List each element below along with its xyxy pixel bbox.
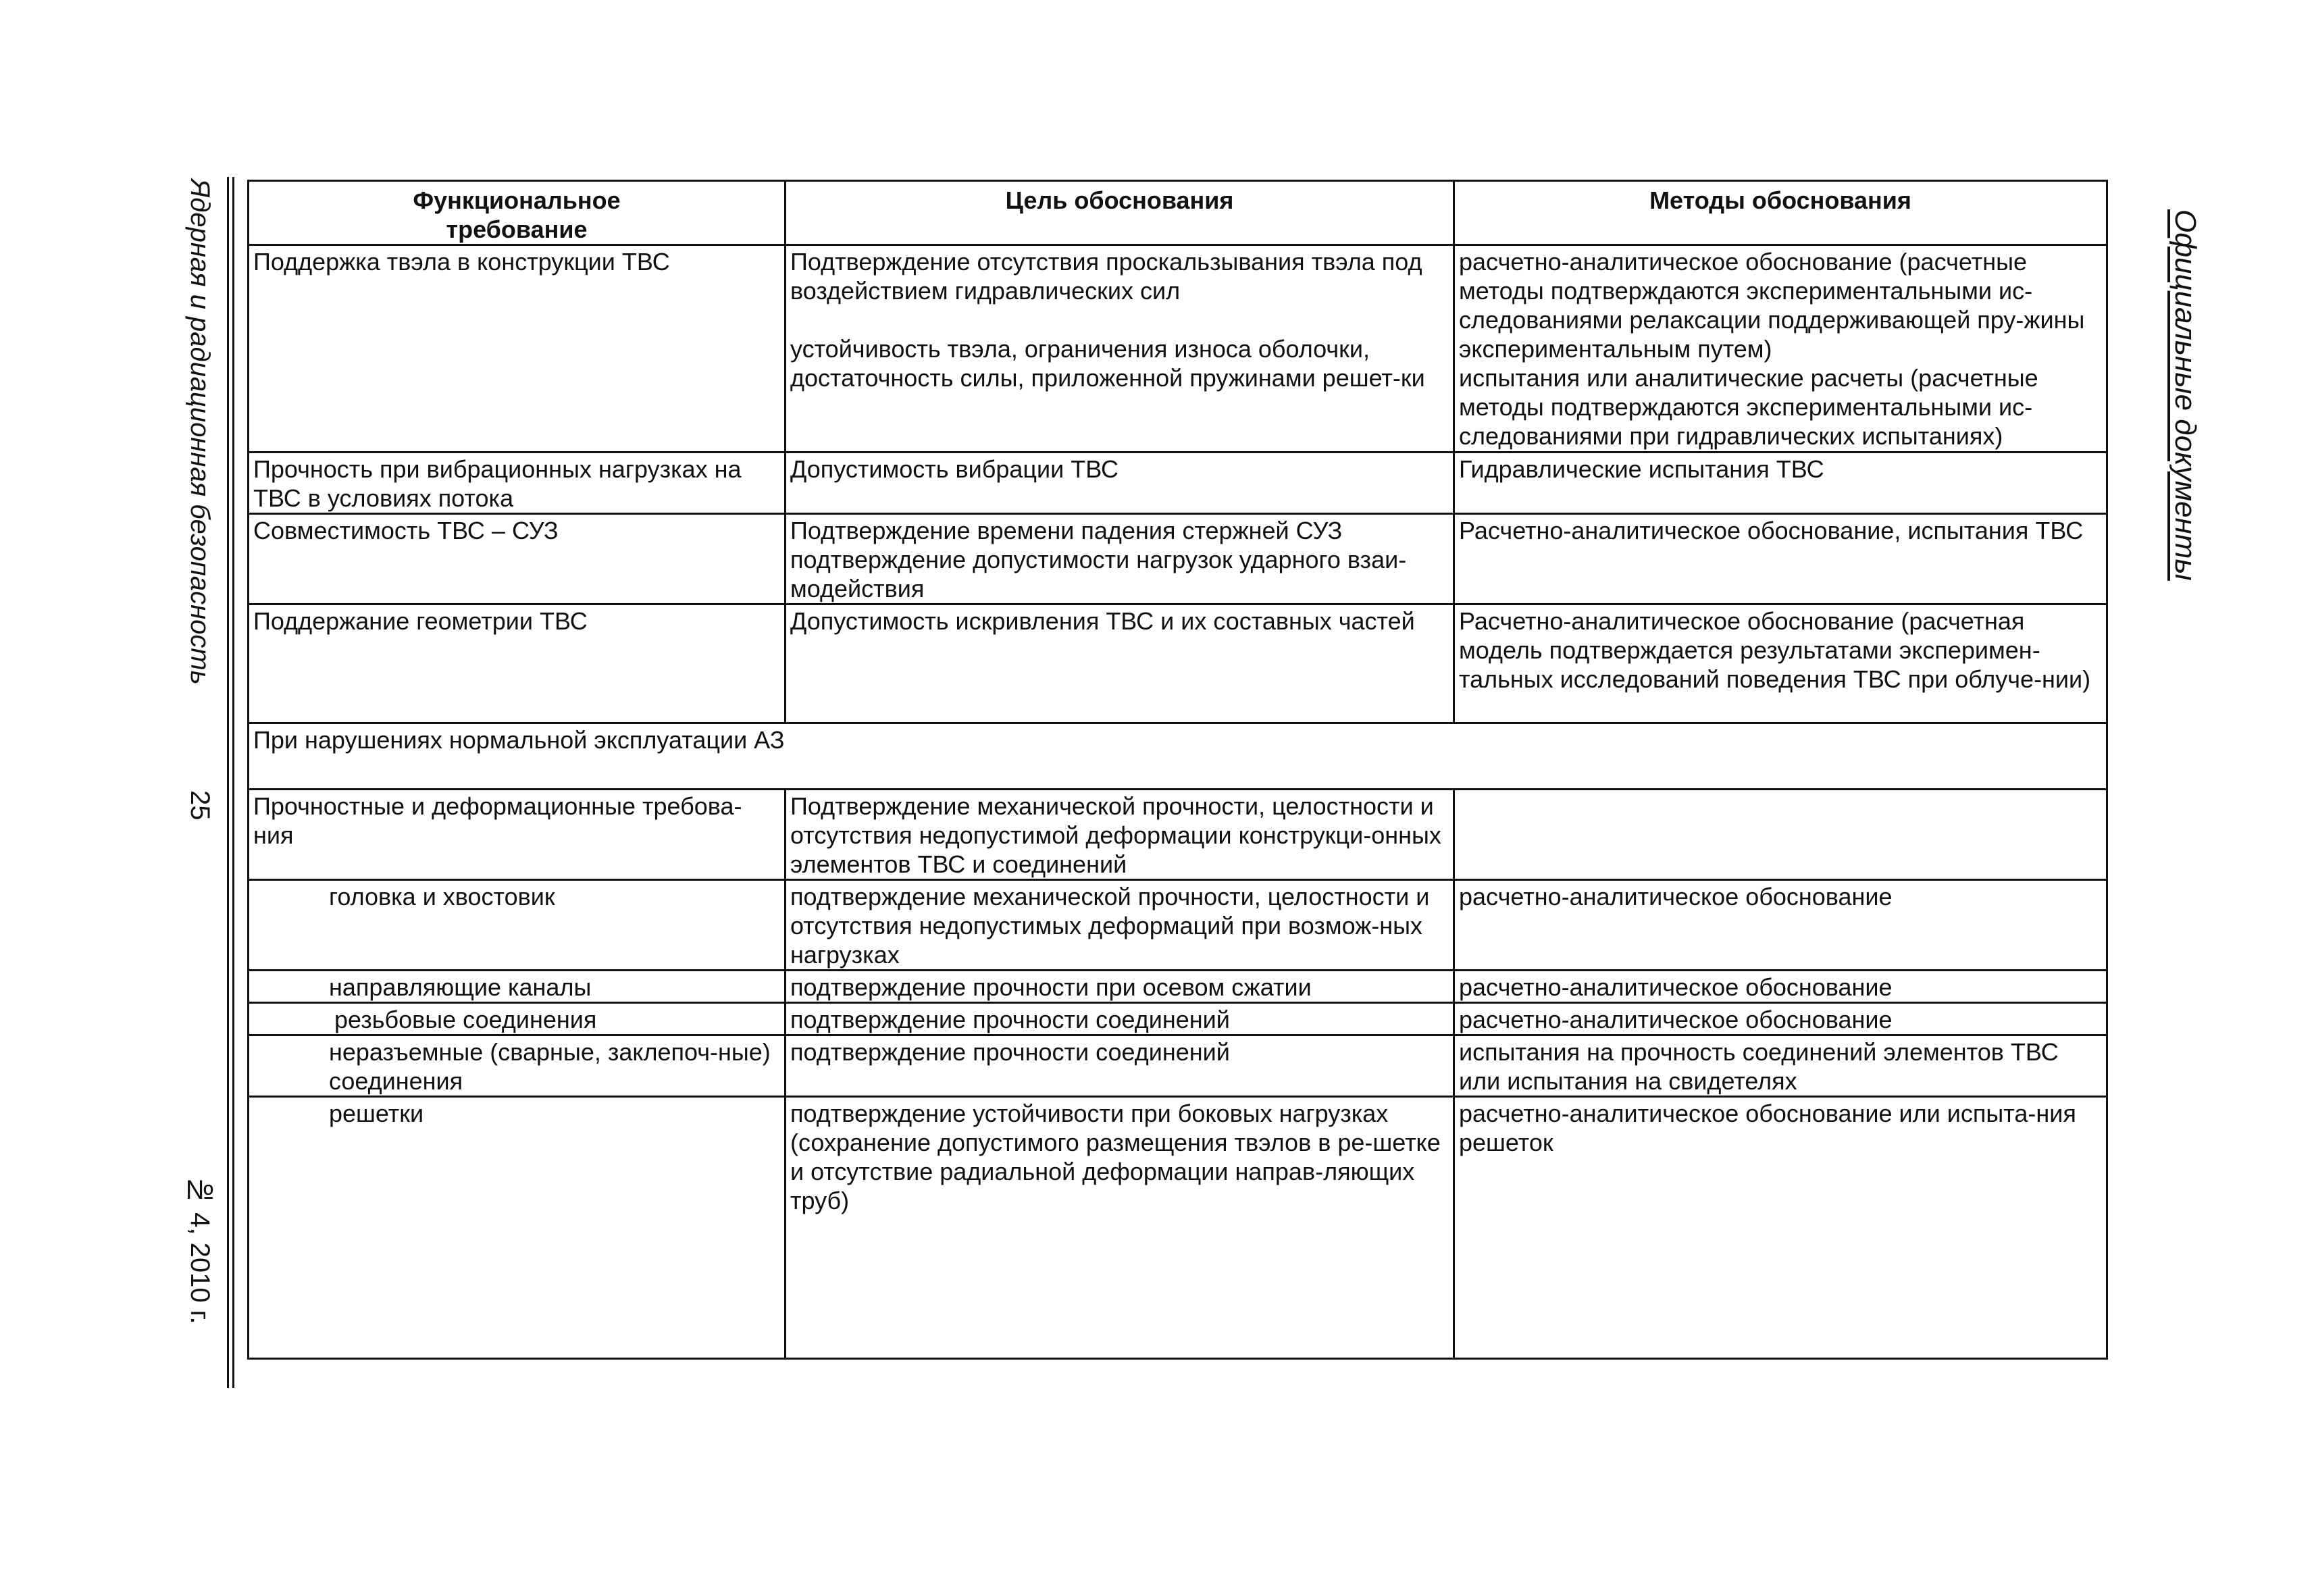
cell-method: расчетно-аналитическое обоснование [1454, 971, 2107, 1003]
cell-goal: подтверждение прочности при осевом сжатии [786, 971, 1454, 1003]
table-header-row [249, 181, 2107, 245]
cell-requirement: головка и хвостовик [249, 880, 786, 971]
cell-method: Расчетно-аналитическое обоснование (расчетная модель подтверждается результатами эксперимен-тальных исследований поведения ТВС при облуче-нии) [1454, 604, 2107, 723]
cell-requirement: резьбовые соединения [249, 1003, 786, 1035]
cell-goal: Допустимость вибрации ТВС [786, 453, 1454, 514]
header-requirement: Функциональное требование [249, 181, 786, 245]
table-row [249, 245, 2107, 453]
issue-label: № 4, 2010 г. [185, 1175, 215, 1324]
header-goal: Цель обоснования [786, 181, 1454, 245]
table-row [249, 604, 2107, 723]
cell-method: Гидравлические испытания ТВС [1454, 453, 2107, 514]
cell-requirement: решетки [249, 1097, 786, 1359]
cell-goal: подтверждение прочности соединений [786, 1003, 1454, 1035]
cell-method: расчетно-аналитическое обоснование [1454, 880, 2107, 971]
blank-line [790, 305, 1449, 334]
table-row [249, 880, 2107, 971]
section-sidebar-label: Официальные документы [2169, 209, 2202, 581]
requirements-table [247, 180, 2108, 1360]
vertical-rule [232, 177, 234, 1388]
cell-requirement: неразъемные (сварные, заклепоч-ные) соединения [249, 1035, 786, 1097]
journal-sidebar-text [168, 179, 232, 1374]
table-row [249, 971, 2107, 1003]
vertical-rule [227, 177, 229, 1388]
page-number: 25 [185, 790, 215, 821]
cell-method: расчетно-аналитическое обоснование или испыта-ния решеток [1454, 1097, 2107, 1359]
cell-goal: подтверждение прочности соединений [786, 1035, 1454, 1097]
cell-goal: Подтверждение времени падения стержней СУЗ подтверждение допустимости нагрузок ударного взаи-модействия [786, 514, 1454, 604]
cell-method: испытания на прочность соединений элементов ТВС или испытания на свидетелях [1454, 1035, 2107, 1097]
table-row [249, 453, 2107, 514]
cell-method [1454, 790, 2107, 880]
cell-method: Расчетно-аналитическое обоснование, испытания ТВС [1454, 514, 2107, 604]
cell-goal: Допустимость искривления ТВС и их составных частей [786, 604, 1454, 723]
method-text: испытания или аналитические расчеты (расчетные методы подтверждаются экспериментальными ис-следованиями при гидравлических испытаниях) [1459, 364, 2038, 450]
cell-goal: подтверждение механической прочности, целостности и отсутствия недопустимых деформаций при возмож-ных нагрузках [786, 880, 1454, 971]
cell-goal [786, 245, 1454, 453]
table-row [249, 514, 2107, 604]
goal-text: Подтверждение отсутствия проскальзывания твэла под воздействием гидравлических сил [790, 248, 1422, 305]
journal-sidebar [168, 179, 232, 1374]
section-header-row [249, 723, 2107, 790]
table-row [249, 1097, 2107, 1359]
cell-requirement: Прочность при вибрационных нагрузках на ТВС в условиях потока [249, 453, 786, 514]
table-row [249, 1035, 2107, 1097]
journal-title: Ядерная и радиационная безопасность [185, 179, 215, 685]
cell-goal: Подтверждение механической прочности, целостности и отсутствия недопустимой деформации конструкци-онных элементов ТВС и соединений [786, 790, 1454, 880]
table-row [249, 790, 2107, 880]
header-methods: Методы обоснования [1454, 181, 2107, 245]
cell-method [1454, 245, 2107, 453]
table-row [249, 1003, 2107, 1035]
cell-requirement: направляющие каналы [249, 971, 786, 1003]
goal-text: устойчивость твэла, ограничения износа оболочки, достаточность силы, приложенной пружинами решет-ки [790, 335, 1425, 392]
section-title: При нарушениях нормальной эксплуатации АЗ [249, 723, 2107, 790]
cell-requirement: Поддержание геометрии ТВС [249, 604, 786, 723]
cell-method: расчетно-аналитическое обоснование [1454, 1003, 2107, 1035]
cell-requirement: Прочностные и деформационные требова-ния [249, 790, 786, 880]
method-text: расчетно-аналитическое обоснование (расчетные методы подтверждаются экспериментальными ис-следованиями релаксации поддерживающей пру-жины экспериментальным путем) [1459, 248, 2085, 363]
cell-requirement: Поддержка твэла в конструкции ТВС [249, 245, 786, 453]
cell-goal: подтверждение устойчивости при боковых нагрузках (сохранение допустимого размещения твэлов в ре-шетке и отсутствие радиальной деформации направ-ляющих труб) [786, 1097, 1454, 1359]
cell-requirement: Совместимость ТВС – СУЗ [249, 514, 786, 604]
